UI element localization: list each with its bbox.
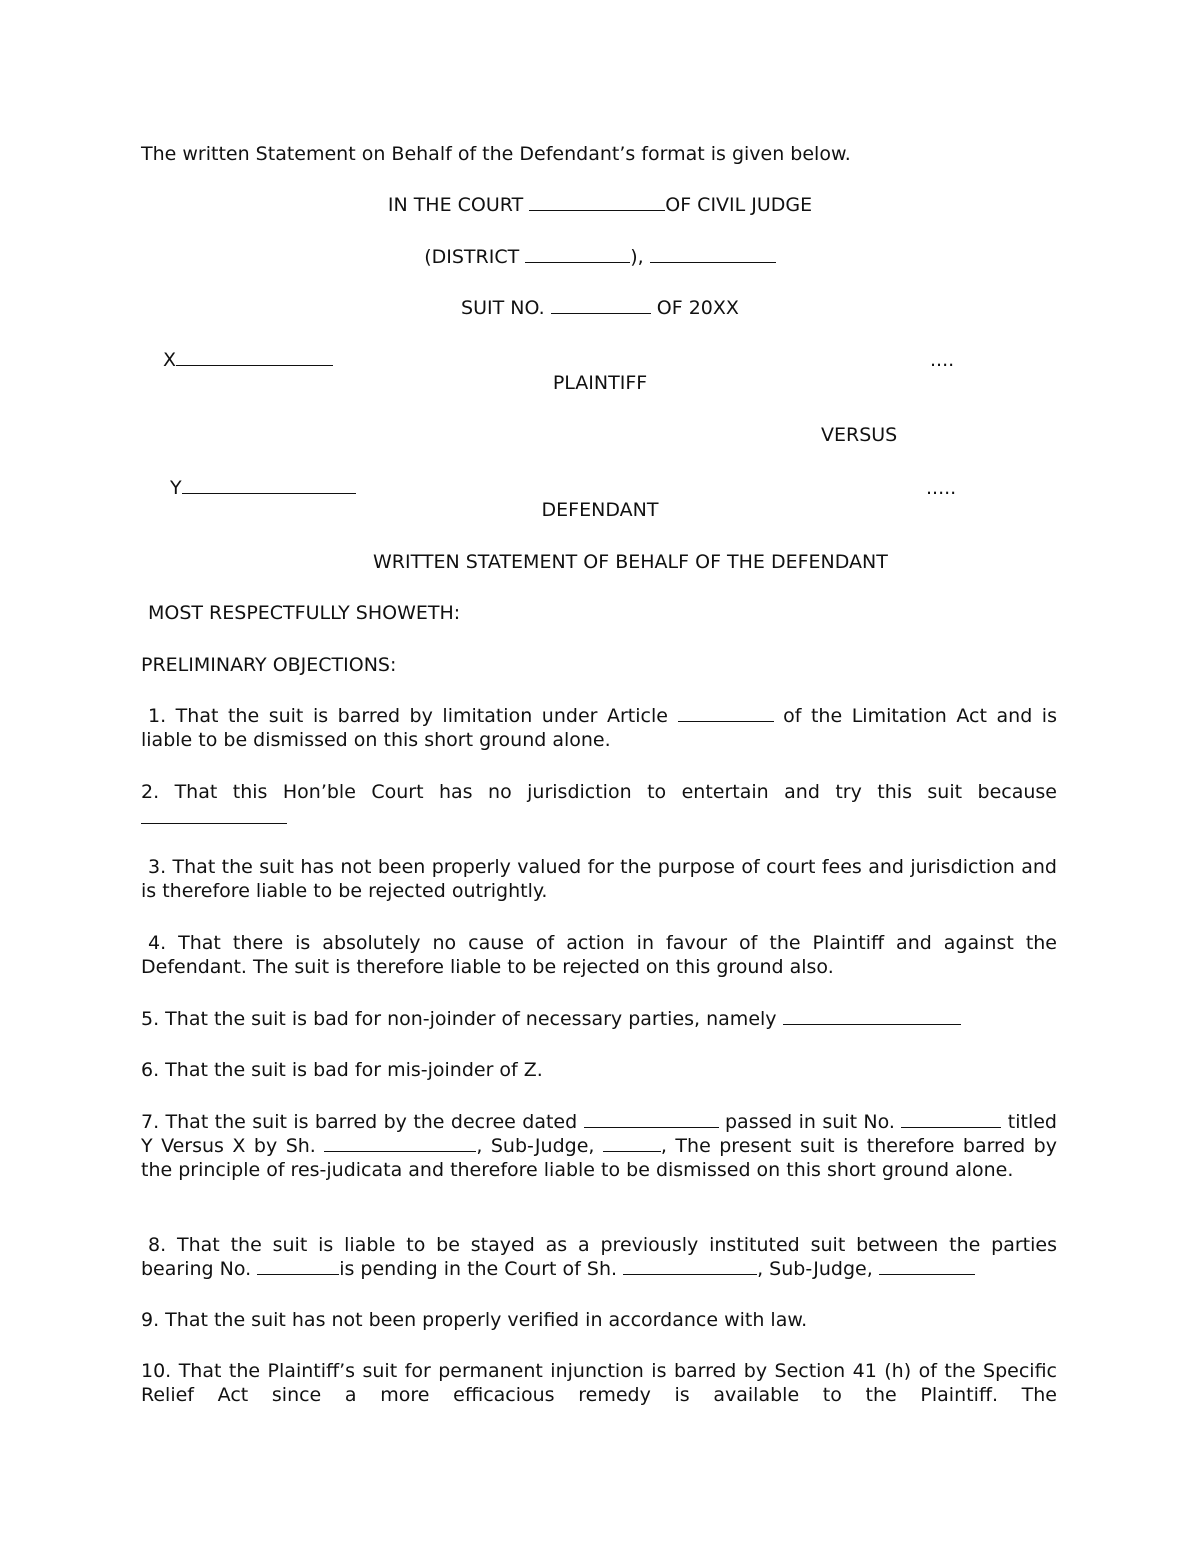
court-prefix: IN THE COURT — [387, 194, 524, 216]
decree-date-blank — [584, 1110, 719, 1128]
district-prefix: (DISTRICT — [424, 246, 520, 268]
objection-8-text-a: 8. That the suit is liable to be stayed as a previously instituted suit between the parties bearing No. — [141, 1234, 1057, 1280]
location-blank — [650, 245, 776, 263]
suit-heading — [0, 296, 1200, 320]
objection-5-text: 5. That the suit is bad for non-joinder of necessary parties, namely — [141, 1008, 777, 1030]
defendant-name-blank — [182, 476, 356, 494]
objection-7-text-a: 7. That the suit is barred by the decree dated — [141, 1111, 578, 1133]
objection-4: 4. That there is absolutely no cause of action in favour of the Plaintiff and against the Defendant. The suit is therefore liable to be rejected on this ground also. — [141, 932, 1057, 978]
article-blank — [678, 704, 774, 722]
defendant-line — [170, 476, 356, 500]
court-place-blank — [603, 1134, 661, 1152]
necessary-parties-blank — [783, 1007, 961, 1025]
pending-suit-number-blank — [257, 1257, 339, 1275]
court-name-blank — [529, 193, 665, 211]
objection-3: 3. That the suit has not been properly valued for the purpose of court fees and jurisdiction and is therefore liable to be rejected outrightly. — [141, 856, 1057, 902]
suit-prefix: SUIT NO. — [461, 297, 545, 319]
defendant-label: DEFENDANT — [541, 499, 659, 521]
district-suffix: ), — [630, 246, 644, 268]
pending-court-place-blank — [879, 1257, 975, 1275]
judge-name-blank — [324, 1134, 476, 1152]
objection-8-text-b: is pending in the Court of Sh. — [339, 1258, 618, 1280]
district-blank — [525, 245, 630, 263]
defendant-letter: Y — [170, 477, 182, 499]
prior-suit-number-blank — [901, 1110, 1001, 1128]
objection-7 — [141, 1110, 1057, 1182]
suit-suffix: OF 20XX — [656, 297, 739, 319]
objection-5 — [141, 1007, 961, 1031]
objection-8 — [141, 1233, 1057, 1281]
jurisdiction-reason-blank-line — [141, 806, 287, 830]
objection-6: 6. That the suit is bad for mis-joinder of Z. — [141, 1059, 543, 1081]
objection-7-text-c: titled Y Versus X by Sh. — [141, 1111, 1057, 1157]
objection-1-text-a: 1. That the suit is barred by limitation under Article — [148, 705, 668, 727]
plaintiff-dots: .... — [930, 349, 955, 371]
preliminary-heading: PRELIMINARY OBJECTIONS: — [141, 654, 397, 676]
pending-judge-blank — [623, 1257, 757, 1275]
suit-number-blank — [551, 296, 651, 314]
objection-1 — [141, 704, 1057, 752]
objection-2-text: 2. That this Hon’ble Court has no jurisdiction to entertain and try this suit because — [141, 781, 1057, 803]
district-heading — [0, 245, 1200, 269]
objection-10: 10. That the Plaintiff’s suit for permanent injunction is barred by Section 41 (h) of the Specific Relief Act since a more efficacious remedy is available to the Plaintiff. The — [141, 1360, 1057, 1406]
objection-7-text-e: , The present suit is therefore barred by the principle of res-judicata and therefore liable to be dismissed on this short ground alone. — [141, 1135, 1057, 1181]
showeth-heading: MOST RESPECTFULLY SHOWETH: — [148, 602, 461, 624]
plaintiff-name-blank — [176, 348, 333, 366]
defendant-dots: ..... — [926, 477, 957, 499]
intro-text: The written Statement on Behalf of the Defendant’s format is given below. — [141, 143, 851, 165]
objection-8-text-c: , Sub-Judge, — [757, 1258, 873, 1280]
versus-label: VERSUS — [821, 424, 898, 446]
jurisdiction-reason-blank — [141, 806, 287, 824]
objection-2 — [141, 780, 1057, 804]
plaintiff-label: PLAINTIFF — [552, 372, 648, 394]
objection-7-text-d: , Sub-Judge, — [476, 1135, 595, 1157]
plaintiff-letter: X — [163, 349, 177, 371]
statement-title: WRITTEN STATEMENT OF BEHALF OF THE DEFENDANT — [373, 551, 888, 573]
court-heading — [0, 193, 1200, 217]
objection-1-text-b: of the Limitation Act and is liable to be dismissed on this short ground alone. — [141, 705, 1057, 751]
objection-7-text-b: passed in suit No. — [724, 1111, 895, 1133]
court-suffix: OF CIVIL JUDGE — [665, 194, 813, 216]
objection-9: 9. That the suit has not been properly verified in accordance with law. — [141, 1309, 808, 1331]
plaintiff-line — [163, 348, 333, 372]
